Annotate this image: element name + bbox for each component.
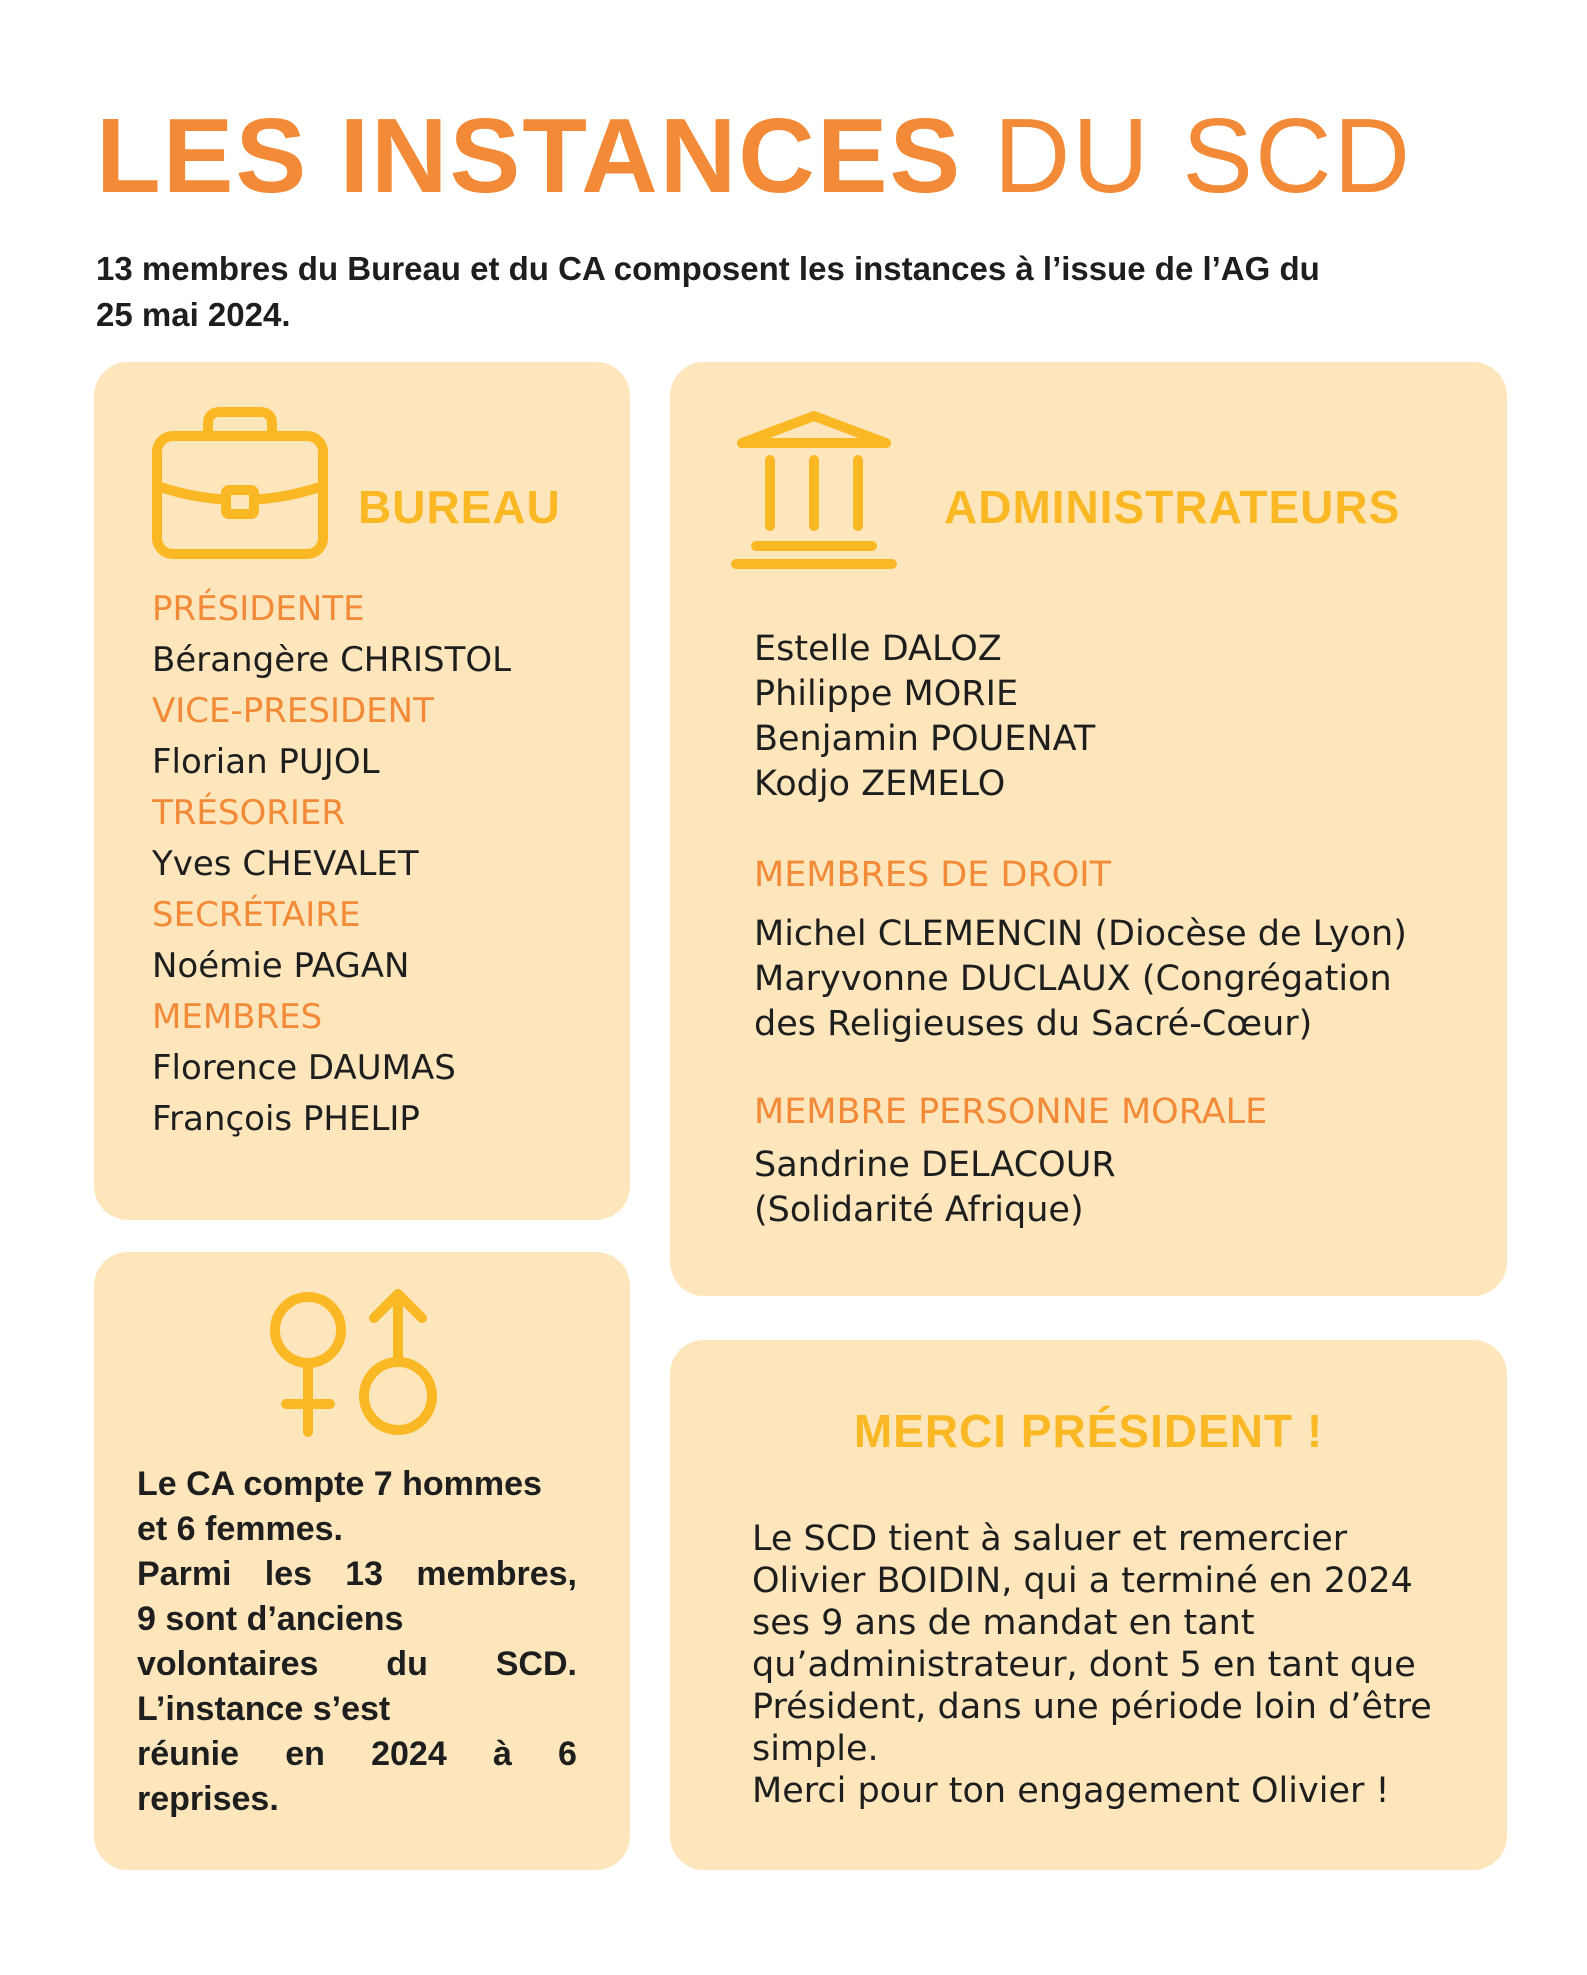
merci-text-line: Merci pour ton engagement Olivier ! <box>752 1771 1390 1811</box>
merci-text-line: ses 9 ans de mandat en tant <box>752 1603 1255 1643</box>
ca-gender-text <box>137 1462 577 1822</box>
administrateur-name: Kodjo ZEMELO <box>754 764 1006 804</box>
role-membres: MEMBRES <box>152 997 323 1037</box>
title-light: DU SCD <box>993 97 1413 215</box>
merci-text-line: Président, dans une période loin d’être <box>752 1687 1432 1727</box>
membre-personne-morale-section <box>754 1090 1267 1233</box>
ca-text-line: L’instance s’est <box>137 1690 391 1728</box>
administrateur-name: Philippe MORIE <box>754 674 1019 714</box>
institution-icon <box>730 408 898 572</box>
subtitle-line-2: 25 mai 2024. <box>96 296 291 333</box>
role-tresorier: TRÉSORIER <box>152 793 345 833</box>
role-vice-president: VICE-PRESIDENT <box>152 691 434 731</box>
merci-text-line: Le SCD tient à saluer et remercier <box>752 1519 1348 1559</box>
name-vice-president: Florian PUJOL <box>152 742 380 782</box>
ca-text-line: reprises. <box>137 1780 279 1818</box>
administrateurs-list <box>754 627 1095 807</box>
administrateurs-heading: ADMINISTRATEURS <box>944 481 1401 533</box>
role-presidente: PRÉSIDENTE <box>152 589 365 629</box>
gender-symbols-icon <box>262 1282 452 1446</box>
name-membre-1: Florence DAUMAS <box>152 1048 456 1088</box>
title-bold: LES INSTANCES <box>96 97 963 215</box>
administrateur-name: Estelle DALOZ <box>754 629 1002 669</box>
name-tresorier: Yves CHEVALET <box>152 844 419 884</box>
membre-personne-morale-line: (Solidarité Afrique) <box>754 1190 1084 1230</box>
bureau-list <box>152 584 511 1145</box>
merci-text-line: simple. <box>752 1729 879 1769</box>
name-membre-2: François PHELIP <box>152 1099 420 1139</box>
ca-text-line: Parmi les 13 membres, <box>137 1555 577 1593</box>
membre-de-droit-line: Maryvonne DUCLAUX (Congrégation <box>754 959 1392 999</box>
ca-text-line: volontaires du SCD. <box>137 1645 577 1683</box>
membre-personne-morale-line: Sandrine DELACOUR <box>754 1145 1116 1185</box>
page-title <box>96 96 1412 218</box>
page-subtitle <box>96 246 1496 338</box>
ca-text-line: réunie en 2024 à 6 <box>137 1735 577 1773</box>
ca-text-line: Le CA compte 7 hommes <box>137 1465 542 1503</box>
name-secretaire: Noémie PAGAN <box>152 946 410 986</box>
merci-text-line: Olivier BOIDIN, qui a terminé en 2024 <box>752 1561 1413 1601</box>
membre-personne-morale-label: MEMBRE PERSONNE MORALE <box>754 1092 1268 1132</box>
merci-text <box>752 1518 1432 1812</box>
subtitle-line-1: 13 membres du Bureau et du CA composent les instances à l’issue de l’AG du <box>96 250 1320 287</box>
role-secretaire: SECRÉTAIRE <box>152 895 361 935</box>
merci-heading: MERCI PRÉSIDENT ! <box>853 1405 1324 1457</box>
briefcase-icon <box>150 402 330 562</box>
membre-de-droit-line: des Religieuses du Sacré-Cœur) <box>754 1004 1313 1044</box>
merci-text-line: qu’administrateur, dont 5 en tant que <box>752 1645 1416 1685</box>
name-presidente: Bérangère CHRISTOL <box>152 640 512 680</box>
membres-de-droit-label: MEMBRES DE DROIT <box>754 855 1112 895</box>
membres-de-droit-section <box>754 853 1407 1047</box>
administrateur-name: Benjamin POUENAT <box>754 719 1096 759</box>
bureau-heading: BUREAU <box>358 481 561 533</box>
ca-text-line: 9 sont d’anciens <box>137 1600 404 1638</box>
ca-text-line: et 6 femmes. <box>137 1510 343 1548</box>
membre-de-droit-line: Michel CLEMENCIN (Diocèse de Lyon) <box>754 914 1407 954</box>
